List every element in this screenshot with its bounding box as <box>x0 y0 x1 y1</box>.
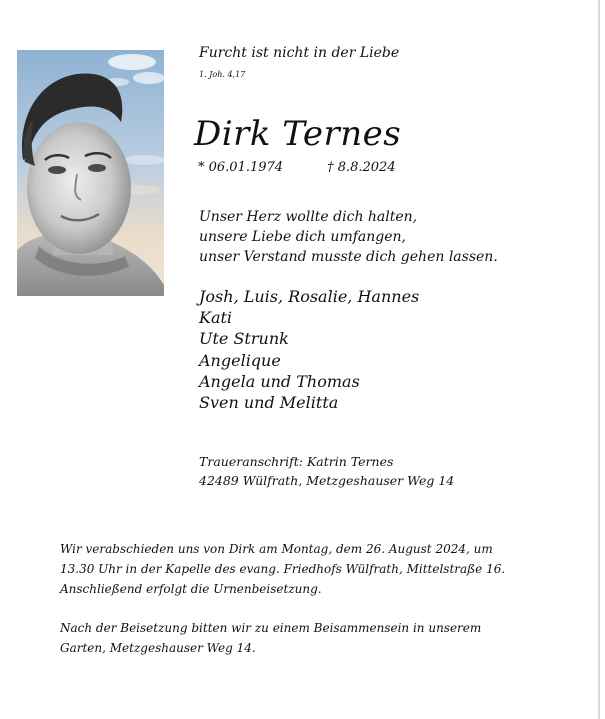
death-date: † 8.8.2024 <box>327 160 396 175</box>
mourner: Angelique <box>199 350 281 370</box>
condolence-address <box>199 452 454 490</box>
bible-verse: Furcht ist nicht in der Liebe <box>199 45 400 61</box>
portrait-photo <box>17 50 164 296</box>
poem-line: Unser Herz wollte dich halten, <box>199 209 418 225</box>
mourner: Sven und Melitta <box>199 393 339 413</box>
mourner: Ute Strunk <box>199 329 289 349</box>
mourner: Josh, Luis, Rosalie, Hannes <box>199 287 420 306</box>
birth-date: * 06.01.1974 <box>198 160 284 175</box>
notice-line: Wir verabschieden uns von Dirk am Montag, dem 26. August 2024, um <box>60 542 493 556</box>
deceased-name: Dirk Ternes <box>194 114 402 154</box>
gathering-notice <box>60 618 481 658</box>
page-edge-divider <box>598 0 600 719</box>
notice-line: Garten, Metzgeshauser Weg 14. <box>60 641 256 655</box>
mourners-list <box>199 286 419 413</box>
funeral-notice <box>60 539 505 599</box>
address-line: Traueranschrift: Katrin Ternes <box>199 454 394 469</box>
mourner: Kati <box>199 308 233 328</box>
notice-line: Anschließend erfolgt die Urnenbeisetzung. <box>60 582 322 596</box>
life-dates <box>198 160 396 175</box>
poem <box>199 207 498 267</box>
notice-line: 13.30 Uhr in der Kapelle des evang. Friedhofs Wülfrath, Mittelstraße 16. <box>60 562 506 576</box>
notice-line: Nach der Beisetzung bitten wir zu einem Beisammensein in unserem <box>60 621 482 635</box>
poem-line: unsere Liebe dich umfangen, <box>199 229 406 245</box>
bible-reference: 1. Joh. 4,17 <box>199 70 246 79</box>
poem-line: unser Verstand musste dich gehen lassen. <box>199 249 498 265</box>
address-line: 42489 Wülfrath, Metzgeshauser Weg 14 <box>199 473 455 488</box>
mourner: Angela und Thomas <box>199 371 360 391</box>
